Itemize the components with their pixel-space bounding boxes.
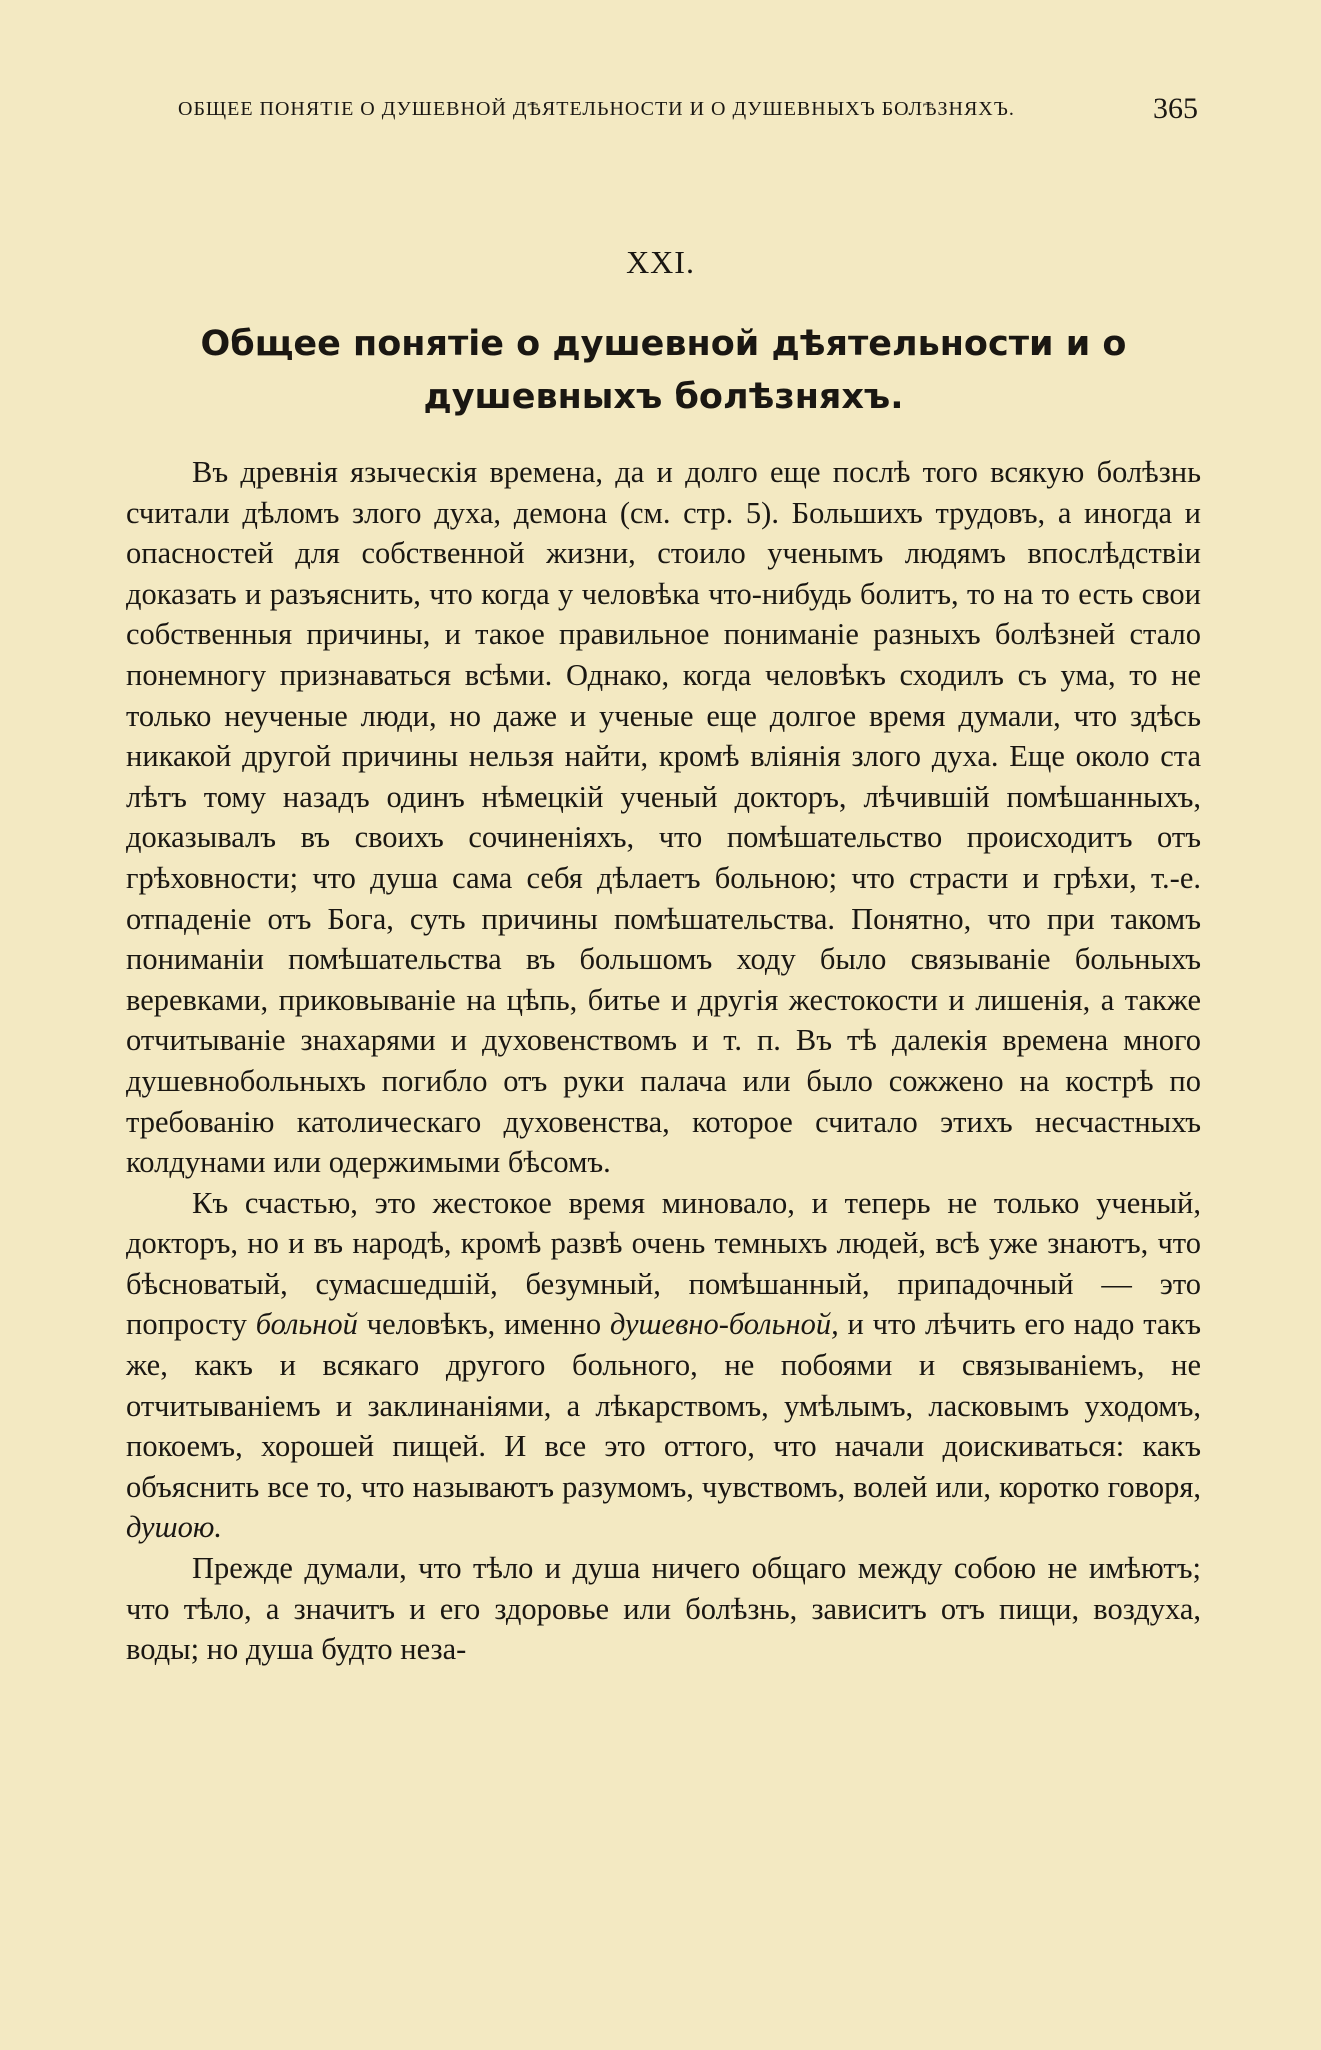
paragraph-1: Въ древнія языческія времена, да и долго еще послѣ того всякую болѣзнь считали дѣломъ злого духа, демона (см. стр. 5). Большихъ трудовъ, а иногда и опасностей для собственной жизни, стоило ученымъ людямъ впослѣдствіи доказать и разъяснить, что когда у человѣка что-нибудь болитъ, то на то есть свои собственныя причины, и такое правильное пониманіе разныхъ болѣзней стало понемногу признаваться всѣми. Однако, когда человѣкъ сходилъ съ ума, то не только неученые люди, но даже и ученые еще долгое время думали, что здѣсь никакой другой причины нельзя найти, кромѣ вліянія злого духа. Еще около ста лѣтъ тому назадъ одинъ нѣмецкій ученый докторъ, лѣчившій помѣшанныхъ, доказывалъ въ своихъ сочиненіяхъ, что помѣшательство происходитъ отъ грѣховности; что душа сама себя дѣлаетъ больною; что страсти и грѣхи, т.-е. отпаденіе отъ Бога, суть причины помѣшательства. Понятно, что при такомъ пониманіи помѣшательства въ большомъ ходу было связываніе больныхъ веревками, приковываніе на цѣпь, битье и другія жестокости и лишенія, а также отчитываніе знахарями и духовенствомъ и т. п. Въ тѣ далекія времена много душевнобольныхъ погибло отъ руки палача или было сожжено на кострѣ по требованію католическаго духовенства, которое считало этихъ несчастныхъ колдунами или одержимыми бѣсомъ. <box>126 455 1201 1180</box>
page-number: 365 <box>1153 92 1198 125</box>
paragraph-2 <box>126 1183 1201 1548</box>
paragraph-2-text-a: Къ счастью, это жестокое время миновало, и теперь не только ученый, докторъ, но и въ народѣ, кромѣ развѣ очень темныхъ людей, всѣ уже знаютъ, что бѣсноватый, сумасшедшій, безумный, помѣшанный, припадочный — это попросту <box>126 1185 1201 1342</box>
paragraph-2-text-c: и что лѣчить его надо такъ же, какъ и всякаго другого больного, не побоями и связываніемъ, не отчитываніемъ и заклинаніями, а лѣкарствомъ, умѣлымъ, ласковымъ уходомъ, покоемъ, хорошей пищей. И все это оттого, что начали доискиваться: какъ объяснить все то, что называютъ разумомъ, чувствомъ, волей или, коротко говоря, <box>126 1307 1202 1504</box>
chapter-number: XXI. <box>626 244 695 280</box>
paragraph-2-emphasis-2: душевно-больной, <box>609 1307 839 1342</box>
chapter-title: Общее понятіе о душевной дѣятельности и о душевныхъ болѣзняхъ. <box>200 324 1127 417</box>
body-text <box>126 452 1201 1670</box>
paragraph-2-text-b: человѣкъ, именно <box>366 1307 602 1342</box>
running-title: ОБЩЕЕ ПОНЯТІЕ О ДУШЕВНОЙ ДѢЯТЕЛЬНОСТИ И О ДУШЕВНЫХЪ БОЛѢЗНЯХЪ. <box>178 98 1015 120</box>
paragraph-3: Прежде думали, что тѣло и душа ничего общаго между собою не имѣютъ; что тѣло, а значитъ и его здоровье или болѣзнь, зависитъ отъ пищи, воздуха, воды; но душа будто неза- <box>126 1551 1201 1667</box>
paragraph-2-emphasis-3: душою. <box>126 1510 222 1545</box>
paragraph-2-emphasis-1: больной <box>255 1307 358 1342</box>
